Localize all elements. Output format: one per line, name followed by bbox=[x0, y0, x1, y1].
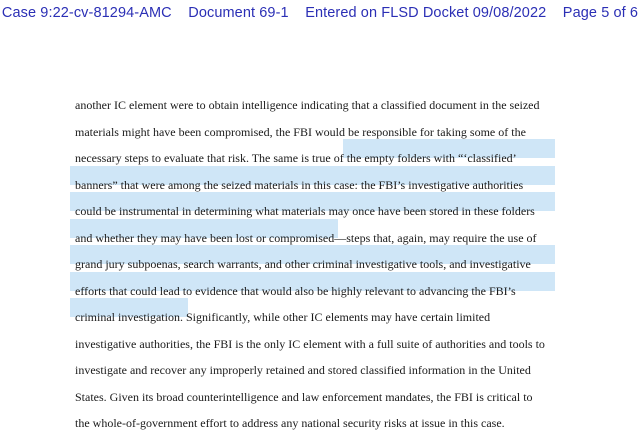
body-line bbox=[75, 198, 555, 225]
body-line bbox=[75, 119, 555, 146]
body-line-text: grand jury subpoenas, search warrants, and other criminal investigative tools, and investigative bbox=[75, 257, 531, 271]
body-line bbox=[75, 278, 555, 305]
body-line bbox=[75, 384, 555, 411]
body-line bbox=[75, 331, 555, 358]
body-line-text: criminal investigation. Significantly, while other IC elements may have certain limited bbox=[75, 310, 491, 324]
document-body bbox=[75, 92, 555, 437]
body-line-text: necessary steps to evaluate that risk. The same is true of the empty folders with “‘classified’ bbox=[75, 151, 517, 165]
body-line bbox=[75, 357, 555, 384]
body-line-text: materials might have been compromised, the FBI would be responsible for taking some of the bbox=[75, 124, 526, 139]
body-line-text: banners” that were among the seized materials in this case: the FBI’s investigative authorities bbox=[75, 177, 524, 192]
body-line-text: another IC element were to obtain intelligence indicating that a classified document in the seized bbox=[75, 98, 540, 112]
body-line-text: the whole-of-government effort to address any national security risks at issue in this case. bbox=[75, 416, 505, 430]
body-line bbox=[75, 304, 555, 331]
body-line-text: could be instrumental in determining what materials may once have been stored in these folders bbox=[75, 204, 535, 218]
body-line-text: investigate and recover any improperly retained and stored classified information in the United bbox=[75, 363, 531, 377]
body-line-text: and whether they may have been lost or compromised—steps that, again, may require the use of bbox=[75, 230, 537, 245]
body-line-text: States. Given its broad counterintelligence and law enforcement mandates, the FBI is critical to bbox=[75, 389, 533, 404]
body-line bbox=[75, 145, 555, 172]
body-line-text: investigative authorities, the FBI is the only IC element with a full suite of authorities and tools to bbox=[75, 336, 545, 351]
case-header: Case 9:22-cv-81294-AMC Document 69-1 Entered on FLSD Docket 09/08/2022 Page 5 of 6 bbox=[1, 5, 639, 21]
body-line bbox=[75, 172, 555, 199]
body-line bbox=[75, 251, 555, 278]
body-line bbox=[75, 410, 555, 437]
body-line bbox=[75, 225, 555, 252]
body-line-text: efforts that could lead to evidence that would also be highly relevant to advancing the FBI’s bbox=[75, 283, 516, 298]
body-line bbox=[75, 92, 555, 119]
